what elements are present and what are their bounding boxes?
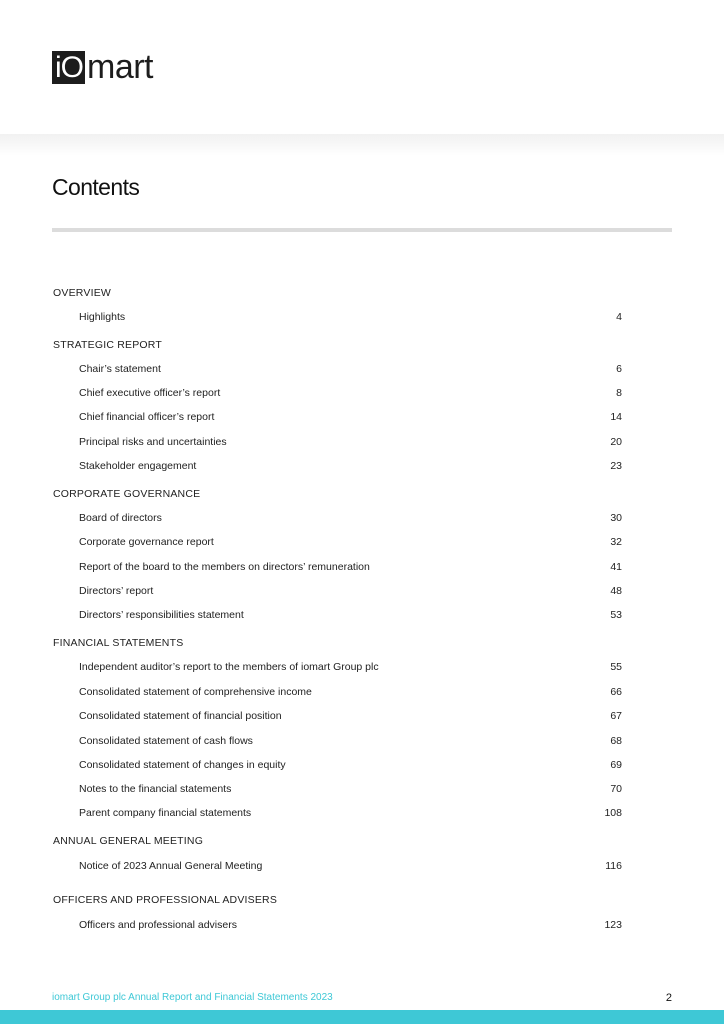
toc-entry-label: Consolidated statement of financial position [79,710,282,722]
toc-entry-label: Directors’ report [79,585,154,597]
toc-entry-page: 67 [610,710,622,722]
section-heading-annual-general-meeting: ANNUAL GENERAL MEETING [53,835,204,847]
section-heading-corporate-governance: CORPORATE GOVERNANCE [53,488,201,500]
header-shadow [0,134,724,156]
toc-entry[interactable] [79,918,622,932]
toc-entry-page: 23 [610,460,622,472]
toc-entry-label: Report of the board to the members on directors’ remuneration [79,561,370,573]
toc-entry[interactable] [79,734,622,748]
toc-entry[interactable] [79,410,622,424]
toc-entry-page: 32 [610,536,622,548]
toc-entry-label: Board of directors [79,512,162,524]
toc-entry-label: Highlights [79,311,126,323]
section-heading-officers-and-professional-advisers: OFFICERS AND PROFESSIONAL ADVISERS [53,894,278,906]
toc-entry[interactable] [79,608,622,622]
title-divider [52,228,672,232]
toc-entry-page: 66 [610,686,622,698]
page-title: Contents [52,174,140,200]
toc-entry[interactable] [79,758,622,772]
toc-entry-label: Directors’ responsibilities statement [79,609,244,621]
toc-entry-page: 14 [610,411,622,423]
toc-entry-label: Consolidated statement of cash flows [79,735,253,747]
toc-entry-label: Corporate governance report [79,536,214,548]
toc-entry-page: 4 [616,311,622,323]
toc-entry-page: 68 [610,735,622,747]
toc-entry-page: 8 [616,387,622,399]
toc-entry-page: 108 [604,807,622,819]
toc-entry-page: 6 [616,363,622,375]
toc-entry[interactable] [79,362,622,376]
logo-box: iO [52,51,85,84]
toc-entry[interactable] [79,511,622,525]
toc-entry-label: Independent auditor’s report to the members of iomart Group plc [79,661,379,673]
toc-entry-page: 69 [610,759,622,771]
toc-entry[interactable] [79,859,622,873]
toc-entry-label: Consolidated statement of comprehensive income [79,686,312,698]
section-heading-strategic-report: STRATEGIC REPORT [53,339,162,351]
toc-entry-page: 70 [610,783,622,795]
toc-entry-page: 55 [610,661,622,673]
toc-entry[interactable] [79,560,622,574]
toc-entry[interactable] [79,709,622,723]
toc-entry[interactable] [79,535,622,549]
section-heading-financial-statements: FINANCIAL STATEMENTS [53,637,184,649]
toc-entry-page: 30 [610,512,622,524]
toc-entry-label: Chair’s statement [79,363,161,375]
section-heading-overview: OVERVIEW [53,287,112,299]
toc-entry-label: Chief executive officer’s report [79,387,221,399]
toc-entry-label: Notice of 2023 Annual General Meeting [79,860,263,872]
toc-entry-label: Consolidated statement of changes in equity [79,759,286,771]
toc-entry-label: Chief financial officer’s report [79,411,215,423]
toc-entry-label: Officers and professional advisers [79,919,237,931]
toc-entry[interactable] [79,386,622,400]
toc-entry[interactable] [79,782,622,796]
toc-entry-page: 53 [610,609,622,621]
toc-entry-label: Stakeholder engagement [79,460,197,472]
footer-page-number: 2 [665,992,672,1004]
toc-entry[interactable] [79,435,622,449]
toc-entry-label: Principal risks and uncertainties [79,436,227,448]
footer-document-title: iomart Group plc Annual Report and Financial Statements 2023 [52,992,333,1003]
toc-entry-page: 123 [604,919,622,931]
toc-entry[interactable] [79,806,622,820]
toc-entry[interactable] [79,459,622,473]
toc-entry[interactable] [79,660,622,674]
toc-entry-label: Notes to the financial statements [79,783,232,795]
toc-entry-label: Parent company financial statements [79,807,252,819]
logo-text: mart [87,47,153,86]
toc-entry-page: 116 [605,860,622,872]
toc-entry[interactable] [79,584,622,598]
toc-entry[interactable] [79,685,622,699]
iomart-logo [52,47,153,86]
footer-accent-bar [0,1010,724,1024]
toc-entry-page: 41 [610,561,622,573]
toc-entry-page: 20 [610,436,622,448]
toc-entry[interactable] [79,310,622,324]
toc-entry-page: 48 [610,585,622,597]
